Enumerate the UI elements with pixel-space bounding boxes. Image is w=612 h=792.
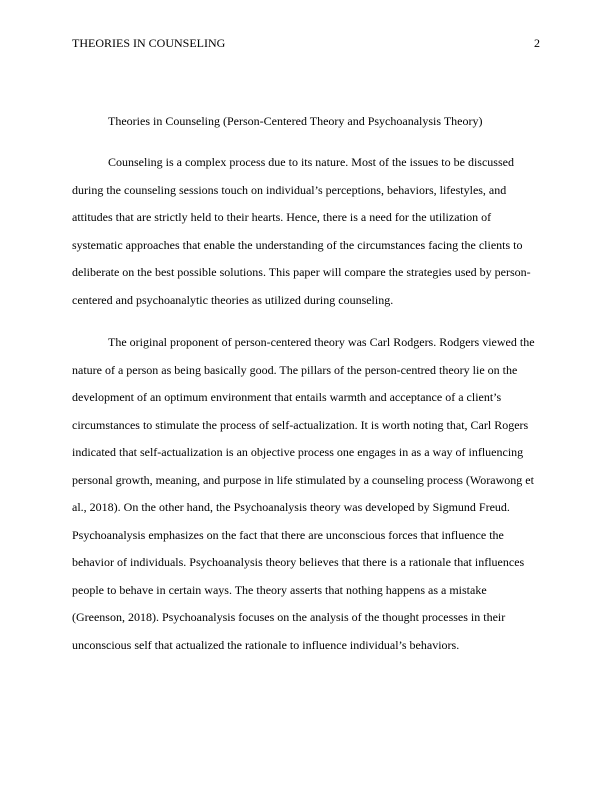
paragraph-line: development of an optimum environment that entails warmth and acceptance of a client’s bbox=[72, 390, 502, 404]
paragraph-line: nature of a person as being basically good. The pillars of the person-centred theory lie on the bbox=[72, 363, 518, 377]
paragraph-line: systematic approaches that enable the understanding of the circumstances facing the clients to bbox=[72, 238, 523, 252]
paragraph-line: circumstances to stimulate the process of self-actualization. It is worth noting that, Carl Rogers bbox=[72, 418, 529, 432]
paragraph-line: personal growth, meaning, and purpose in life stimulated by a counseling process (Worawong et bbox=[72, 473, 534, 487]
paragraph-line: people to behave in certain ways. The theory asserts that nothing happens as a mistake bbox=[72, 583, 487, 597]
paragraph-line: unconscious self that actualized the rationale to influence individual’s behaviors. bbox=[72, 638, 460, 652]
document-title: Theories in Counseling (Person-Centered Theory and Psychoanalysis Theory) bbox=[108, 114, 483, 128]
paragraph-line: attitudes that are strictly held to their hearts. Hence, there is a need for the utilization of bbox=[72, 210, 492, 224]
paragraph-line: The original proponent of person-centered theory was Carl Rodgers. Rodgers viewed the bbox=[108, 335, 535, 349]
paragraph-line: al., 2018). On the other hand, the Psychoanalysis theory was developed by Sigmund Freud. bbox=[72, 500, 510, 514]
paragraph-line: Counseling is a complex process due to its nature. Most of the issues to be discussed bbox=[108, 155, 514, 169]
paragraph-line: deliberate on the best possible solutions. This paper will compare the strategies used by person- bbox=[72, 265, 531, 279]
paragraph-line: during the counseling sessions touch on individual’s perceptions, behaviors, lifestyles, and bbox=[72, 183, 507, 197]
page-number: 2 bbox=[534, 36, 540, 50]
running-head: THEORIES IN COUNSELING bbox=[72, 36, 226, 50]
paragraph-line: (Greenson, 2018). Psychoanalysis focuses on the analysis of the thought processes in their bbox=[72, 610, 506, 624]
paragraph-line: behavior of individuals. Psychoanalysis theory believes that there is a rationale that influences bbox=[72, 555, 525, 569]
paragraph-line: centered and psychoanalytic theories as utilized during counseling. bbox=[72, 293, 394, 307]
paragraph-line: Psychoanalysis emphasizes on the fact that there are unconscious forces that influence the bbox=[72, 528, 504, 542]
paragraph-line: indicated that self-actualization is an objective process one engages in as a way of influencing bbox=[72, 445, 524, 459]
